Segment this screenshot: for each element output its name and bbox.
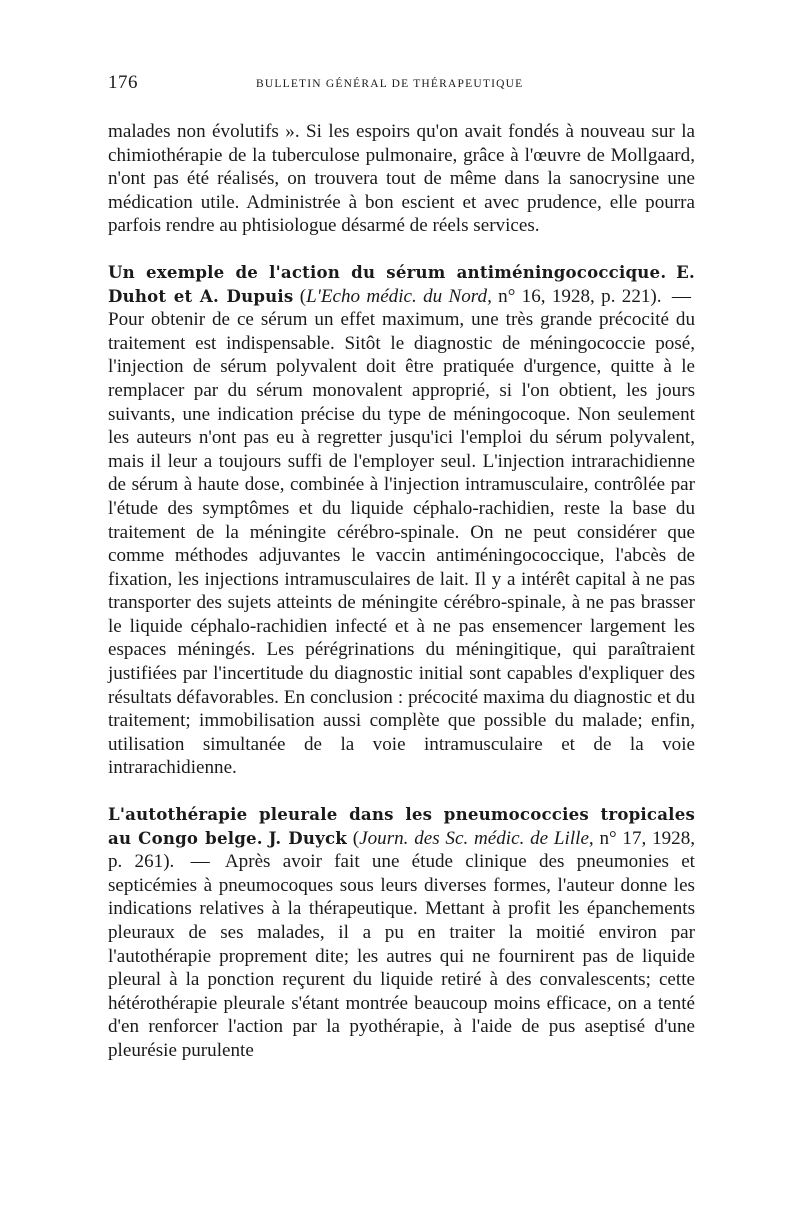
separator-dash: — — [190, 851, 210, 873]
running-header — [108, 72, 695, 106]
reference-journal: Journ. des Sc. médic. de Lille, — [359, 827, 594, 849]
intro-paragraph: malades non évolutifs ». Si les espoirs qu'on avait fondés à nouveau sur la chimiothérapie de la tuberculose pulmonaire, grâce à l'œuvre de Mollgaard, n'ont pas été réalisés, on trouvera tout de même dans la sanocrysine une médication utile. Administrée à bon escient et avec prudence, elle pourra parfois rendre au phtisiologue désarmé de réels services. — [108, 121, 695, 237]
separator-dash: — — [671, 285, 691, 307]
article-authors: E. Duhot et A. Dupuis — [108, 261, 695, 306]
page-number: 176 — [108, 72, 138, 93]
reference-details: n° 17, 1928, p. 261). — [108, 827, 696, 873]
reference-open-paren: ( — [299, 285, 307, 307]
reference-open-paren: ( — [352, 827, 360, 849]
article-duhot-dupuis — [108, 261, 695, 780]
journal-title: BULLETIN GÉNÉRAL DE THÉRAPEUTIQUE — [256, 78, 524, 90]
article-title: Un exemple de l'action du sérum antiméningococcique. — [108, 261, 667, 282]
article-body: Après avoir fait une étude clinique des pneumonies et septicémies à pneumocoques sous leurs diverses formes, l'auteur donne les indications relatives à la thérapeutique. Mettant à profit les épanchements pleuraux de ses malades, il a pu en traiter la moitié environ par l'autothérapie proprement dite; les autres qui ne fournirent pas de liquide pleural à la ponction reçurent du liquide retiré à des convalescents; cette hétérothérapie pleurale s'étant montrée beaucoup moins efficace, on a tenté d'en renforcer l'action par la pyothérapie, à l'aide de pus aseptisé d'une pleurésie purulente — [108, 851, 695, 1061]
article-duyck — [108, 803, 695, 1063]
article-authors: J. Duyck — [268, 827, 347, 848]
document-page — [108, 72, 695, 1063]
article-title: L'autothérapie pleurale dans les pneumococcies tropicales au Congo belge. — [108, 804, 695, 848]
article-body: Pour obtenir de ce sérum un effet maximum, une très grande précocité du traitement est indispensable. Sitôt le diagnostic de méningococcie posé, l'injection de sérum polyvalent doit être pratiquée d'urgence, quitte à le remplacer par du sérum monovalent approprié, si l'on obtient, les jours suivants, une indication précise du type de méningocoque. Non seulement les auteurs n'ont pas eu à regretter jusqu'ici l'emploi du sérum polyvalent, mais il leur a toujours suffi de l'employer seul. L'injection intrarachidienne de sérum à haute dose, combinée à l'injection intramusculaire, contrôlée par l'étude des symptômes et du liquide céphalo-rachidien, reste la base du traitement de la méningite cérébro-spinale. On ne peut considérer que comme méthodes adjuvantes le vaccin antiméningococcique, l'abcès de fixation, les injections intramusculaires de lait. Il y a intérêt capital à ne pas transporter des sujets atteints de méningite cérébro-spinale, à ne pas brasser le liquide céphalo-rachidien infecté et à ne pas ensemencer largement les espaces méningés. Les pérégrinations du méningitique, qui paraîtraient justifiées par l'incertitude du diagnostic initial sont capables d'expliquer des résultats défavorables. En conclusion : précocité maxima du diagnostic et du traitement; immobilisation aussi complète que possible du malade; enfin, utilisation simultanée de la voie intramusculaire et de la voie intrarachidienne. — [108, 309, 695, 779]
reference-details: n° 16, 1928, p. 221). — [498, 285, 662, 307]
reference-journal: L'Echo médic. du Nord, — [306, 285, 492, 307]
